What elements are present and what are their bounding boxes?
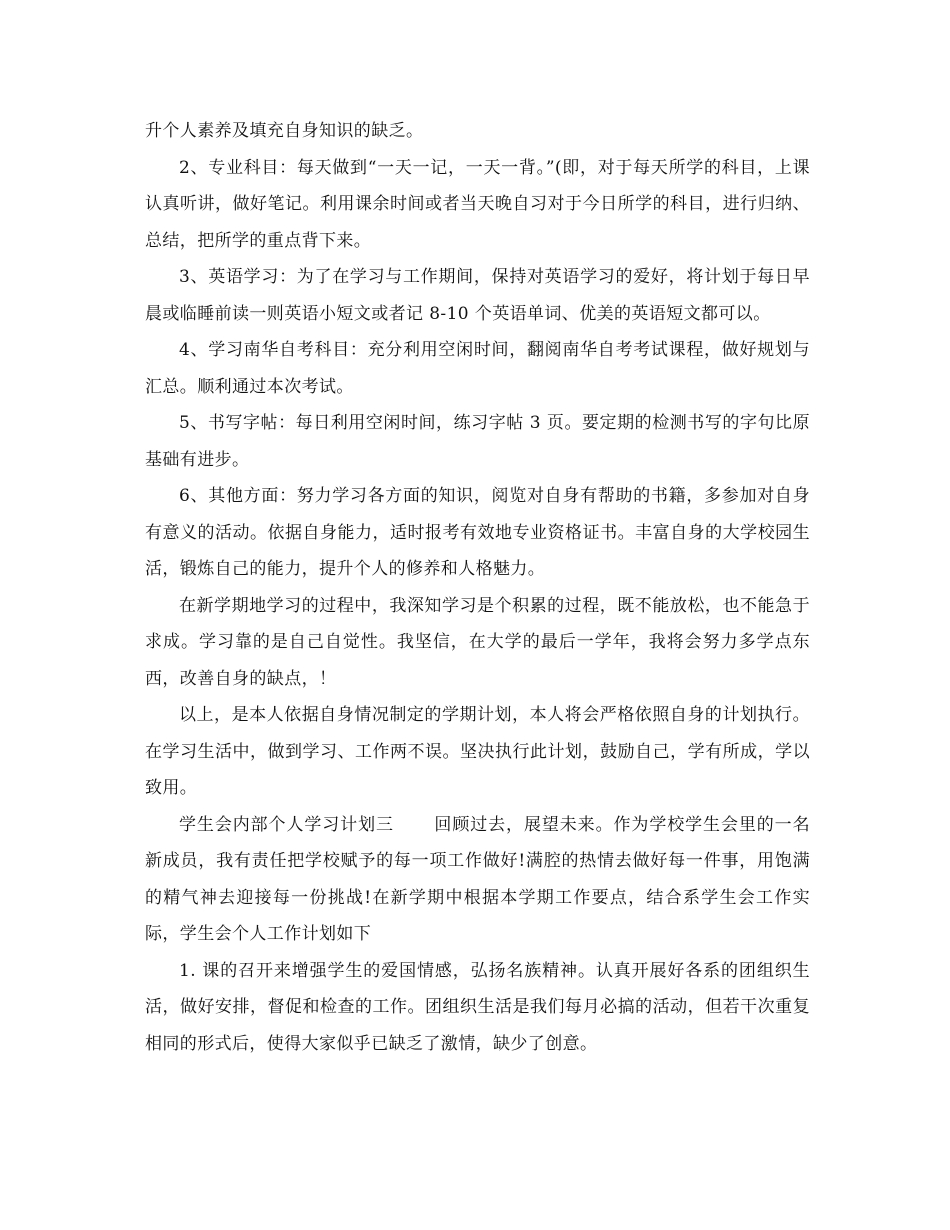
paragraph: 4、学习南华自考科目：充分利用空闲时间，翻阅南华自考考试课程，做好规划与汇总。顺利通过本次考试。 xyxy=(145,340,810,397)
paragraph: 6、其他方面：努力学习各方面的知识，阅览对自身有帮助的书籍，多参加对自身有意义的活动。依据自身能力，适时报考有效地专业资格证书。丰富自身的大学校园生活，锻炼自己的能力，提升个人的修养和人格魅力。 xyxy=(145,486,810,579)
paragraph: 以上，是本人依据自身情况制定的学期计划，本人将会严格依照自身的计划执行。在学习生活中，做到学习、工作两不误。坚决执行此计划，鼓励自己，学有所成，学以致用。 xyxy=(145,705,810,798)
paragraph: 5、书写字帖：每日利用空闲时间，练习字帖 3 页。要定期的检测书写的字句比原基础有进步。 xyxy=(145,413,810,470)
paragraph: 升个人素养及填充自身知识的缺乏。 xyxy=(145,121,424,141)
paragraph: 在新学期地学习的过程中，我深知学习是个积累的过程，既不能放松，也不能急于求成。学习靠的是自己自觉性。我坚信，在大学的最后一学年，我将会努力多学点东西，改善自身的缺点，！ xyxy=(145,595,810,689)
document-body xyxy=(145,113,810,1062)
paragraph: 1. 课的召开来增强学生的爱国情感，弘扬名族精神。认真开展好各系的团组织生活，做好安排，督促和检查的工作。团组织生活是我们每月必搞的活动，但若干次重复相同的形式后，使得大家似乎已缺乏了激情，缺少了创意。 xyxy=(145,960,810,1054)
section-heading: 学生会内部个人学习计划三 xyxy=(179,814,394,835)
paragraph: 3、英语学习：为了在学习与工作期间，保持对英语学习的爱好，将计划于每日早晨或临睡前读一则英语小短文或者记 8-10 个英语单词、优美的英语短文都可以。 xyxy=(145,267,810,324)
paragraph-text: 回顾过去，展望未来。作为学校学生会里的一名新成员，我有责任把学校赋予的每一项工作做好!满腔的热情去做好每一件事，用饱满的精气神去迎接每一份挑战!在新学期中根据本学期工作要点，结合系学生会工作实际，学生会个人工作计划如下 xyxy=(145,814,810,944)
paragraph-with-heading xyxy=(145,807,810,953)
paragraph: 2、专业科目：每天做到“一天一记，一天一背。”(即，对于每天所学的科目，上课认真听讲，做好笔记。利用课余时间或者当天晚自习对于今日所学的科目，进行归纳、总结，把所学的重点背下来。 xyxy=(145,157,810,251)
